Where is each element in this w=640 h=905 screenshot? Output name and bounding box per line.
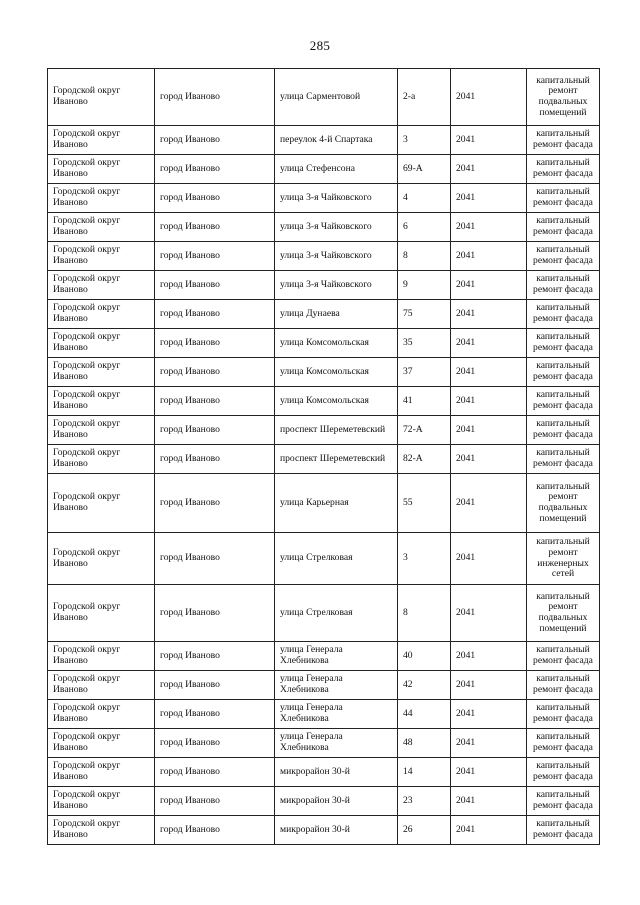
table-row [48, 213, 600, 242]
house-number-cell: 6 [398, 213, 451, 242]
municipality-cell: Городской округ Иваново [48, 387, 155, 416]
work-type-cell: капитальный ремонт инженерных сетей [527, 533, 600, 585]
municipality-cell: Городской округ Иваново [48, 416, 155, 445]
table-row [48, 387, 600, 416]
house-number-cell: 9 [398, 271, 451, 300]
street-cell: улица 3-я Чайковского [275, 242, 398, 271]
municipality-cell: Городской округ Иваново [48, 126, 155, 155]
street-cell: улица Стефенсона [275, 155, 398, 184]
table-row [48, 69, 600, 126]
house-number-cell: 41 [398, 387, 451, 416]
municipality-cell: Городской округ Иваново [48, 242, 155, 271]
city-cell: город Иваново [155, 126, 275, 155]
street-cell: микрорайон 30-й [275, 787, 398, 816]
house-number-cell: 35 [398, 329, 451, 358]
street-cell: улица Карьерная [275, 474, 398, 533]
work-type-cell: капитальный ремонт фасада [527, 671, 600, 700]
house-number-cell: 2-а [398, 69, 451, 126]
municipality-cell: Городской округ Иваново [48, 271, 155, 300]
street-cell: улица Генерала Хлебникова [275, 642, 398, 671]
work-type-cell: капитальный ремонт фасада [527, 642, 600, 671]
table-row [48, 533, 600, 585]
house-number-cell: 3 [398, 533, 451, 585]
work-type-cell: капитальный ремонт фасада [527, 126, 600, 155]
municipality-cell: Городской округ Иваново [48, 585, 155, 642]
street-cell: улица Комсомольская [275, 329, 398, 358]
street-cell: микрорайон 30-й [275, 758, 398, 787]
city-cell: город Иваново [155, 474, 275, 533]
year-cell: 2041 [451, 758, 527, 787]
street-cell: улица Генерала Хлебникова [275, 729, 398, 758]
house-number-cell: 42 [398, 671, 451, 700]
repair-schedule-table [47, 68, 600, 845]
work-type-cell: капитальный ремонт подвальных помещений [527, 474, 600, 533]
table-body [48, 69, 600, 845]
year-cell: 2041 [451, 358, 527, 387]
work-type-cell: капитальный ремонт фасада [527, 787, 600, 816]
house-number-cell: 55 [398, 474, 451, 533]
year-cell: 2041 [451, 387, 527, 416]
city-cell: город Иваново [155, 329, 275, 358]
street-cell: улица 3-я Чайковского [275, 213, 398, 242]
city-cell: город Иваново [155, 787, 275, 816]
street-cell: улица Комсомольская [275, 358, 398, 387]
house-number-cell: 23 [398, 787, 451, 816]
year-cell: 2041 [451, 213, 527, 242]
street-cell: микрорайон 30-й [275, 816, 398, 845]
house-number-cell: 8 [398, 242, 451, 271]
house-number-cell: 8 [398, 585, 451, 642]
house-number-cell: 44 [398, 700, 451, 729]
street-cell: проспект Шереметевский [275, 416, 398, 445]
work-type-cell: капитальный ремонт фасада [527, 816, 600, 845]
year-cell: 2041 [451, 585, 527, 642]
city-cell: город Иваново [155, 416, 275, 445]
city-cell: город Иваново [155, 155, 275, 184]
city-cell: город Иваново [155, 271, 275, 300]
year-cell: 2041 [451, 184, 527, 213]
city-cell: город Иваново [155, 184, 275, 213]
house-number-cell: 3 [398, 126, 451, 155]
year-cell: 2041 [451, 242, 527, 271]
year-cell: 2041 [451, 126, 527, 155]
table-row [48, 474, 600, 533]
house-number-cell: 4 [398, 184, 451, 213]
city-cell: город Иваново [155, 300, 275, 329]
street-cell: переулок 4-й Спартака [275, 126, 398, 155]
year-cell: 2041 [451, 642, 527, 671]
house-number-cell: 14 [398, 758, 451, 787]
year-cell: 2041 [451, 69, 527, 126]
work-type-cell: капитальный ремонт фасада [527, 416, 600, 445]
municipality-cell: Городской округ Иваново [48, 729, 155, 758]
house-number-cell: 69-А [398, 155, 451, 184]
city-cell: город Иваново [155, 700, 275, 729]
city-cell: город Иваново [155, 816, 275, 845]
work-type-cell: капитальный ремонт фасада [527, 329, 600, 358]
year-cell: 2041 [451, 816, 527, 845]
municipality-cell: Городской округ Иваново [48, 787, 155, 816]
street-cell: улица 3-я Чайковского [275, 271, 398, 300]
street-cell: улица Сарментовой [275, 69, 398, 126]
table-row [48, 758, 600, 787]
work-type-cell: капитальный ремонт фасада [527, 184, 600, 213]
work-type-cell: капитальный ремонт фасада [527, 700, 600, 729]
city-cell: город Иваново [155, 358, 275, 387]
city-cell: город Иваново [155, 758, 275, 787]
municipality-cell: Городской округ Иваново [48, 329, 155, 358]
municipality-cell: Городской округ Иваново [48, 700, 155, 729]
table-row [48, 445, 600, 474]
street-cell: проспект Шереметевский [275, 445, 398, 474]
city-cell: город Иваново [155, 642, 275, 671]
house-number-cell: 26 [398, 816, 451, 845]
year-cell: 2041 [451, 671, 527, 700]
city-cell: город Иваново [155, 533, 275, 585]
city-cell: город Иваново [155, 69, 275, 126]
year-cell: 2041 [451, 474, 527, 533]
work-type-cell: капитальный ремонт подвальных помещений [527, 69, 600, 126]
table-row [48, 329, 600, 358]
street-cell: улица Стрелковая [275, 533, 398, 585]
work-type-cell: капитальный ремонт фасада [527, 729, 600, 758]
street-cell: улица Генерала Хлебникова [275, 671, 398, 700]
work-type-cell: капитальный ремонт фасада [527, 242, 600, 271]
municipality-cell: Городской округ Иваново [48, 642, 155, 671]
year-cell: 2041 [451, 329, 527, 358]
table-row [48, 416, 600, 445]
municipality-cell: Городской округ Иваново [48, 184, 155, 213]
municipality-cell: Городской округ Иваново [48, 533, 155, 585]
municipality-cell: Городской округ Иваново [48, 474, 155, 533]
table-row [48, 729, 600, 758]
city-cell: город Иваново [155, 671, 275, 700]
table-row [48, 184, 600, 213]
table-row [48, 787, 600, 816]
table-row [48, 671, 600, 700]
year-cell: 2041 [451, 445, 527, 474]
house-number-cell: 75 [398, 300, 451, 329]
municipality-cell: Городской округ Иваново [48, 758, 155, 787]
table-row [48, 816, 600, 845]
city-cell: город Иваново [155, 585, 275, 642]
municipality-cell: Городской округ Иваново [48, 445, 155, 474]
street-cell: улица Комсомольская [275, 387, 398, 416]
street-cell: улица 3-я Чайковского [275, 184, 398, 213]
city-cell: город Иваново [155, 387, 275, 416]
city-cell: город Иваново [155, 213, 275, 242]
page-number: 285 [309, 38, 331, 53]
house-number-cell: 37 [398, 358, 451, 387]
table-row [48, 700, 600, 729]
city-cell: город Иваново [155, 729, 275, 758]
year-cell: 2041 [451, 300, 527, 329]
year-cell: 2041 [451, 533, 527, 585]
street-cell: улица Стрелковая [275, 585, 398, 642]
municipality-cell: Городской округ Иваново [48, 69, 155, 126]
municipality-cell: Городской округ Иваново [48, 213, 155, 242]
year-cell: 2041 [451, 416, 527, 445]
work-type-cell: капитальный ремонт фасада [527, 155, 600, 184]
work-type-cell: капитальный ремонт фасада [527, 445, 600, 474]
table-row [48, 642, 600, 671]
table-row [48, 585, 600, 642]
street-cell: улица Дунаева [275, 300, 398, 329]
table-row [48, 242, 600, 271]
year-cell: 2041 [451, 787, 527, 816]
year-cell: 2041 [451, 729, 527, 758]
municipality-cell: Городской округ Иваново [48, 358, 155, 387]
work-type-cell: капитальный ремонт фасада [527, 387, 600, 416]
municipality-cell: Городской округ Иваново [48, 816, 155, 845]
work-type-cell: капитальный ремонт фасада [527, 358, 600, 387]
year-cell: 2041 [451, 155, 527, 184]
city-cell: город Иваново [155, 242, 275, 271]
table-row [48, 358, 600, 387]
work-type-cell: капитальный ремонт фасада [527, 213, 600, 242]
municipality-cell: Городской округ Иваново [48, 671, 155, 700]
table-row [48, 271, 600, 300]
municipality-cell: Городской округ Иваново [48, 155, 155, 184]
house-number-cell: 48 [398, 729, 451, 758]
table-row [48, 155, 600, 184]
table-row [48, 300, 600, 329]
year-cell: 2041 [451, 700, 527, 729]
table-row [48, 126, 600, 155]
municipality-cell: Городской округ Иваново [48, 300, 155, 329]
house-number-cell: 40 [398, 642, 451, 671]
work-type-cell: капитальный ремонт фасада [527, 758, 600, 787]
street-cell: улица Генерала Хлебникова [275, 700, 398, 729]
year-cell: 2041 [451, 271, 527, 300]
city-cell: город Иваново [155, 445, 275, 474]
work-type-cell: капитальный ремонт подвальных помещений [527, 585, 600, 642]
house-number-cell: 82-А [398, 445, 451, 474]
work-type-cell: капитальный ремонт фасада [527, 271, 600, 300]
work-type-cell: капитальный ремонт фасада [527, 300, 600, 329]
house-number-cell: 72-А [398, 416, 451, 445]
